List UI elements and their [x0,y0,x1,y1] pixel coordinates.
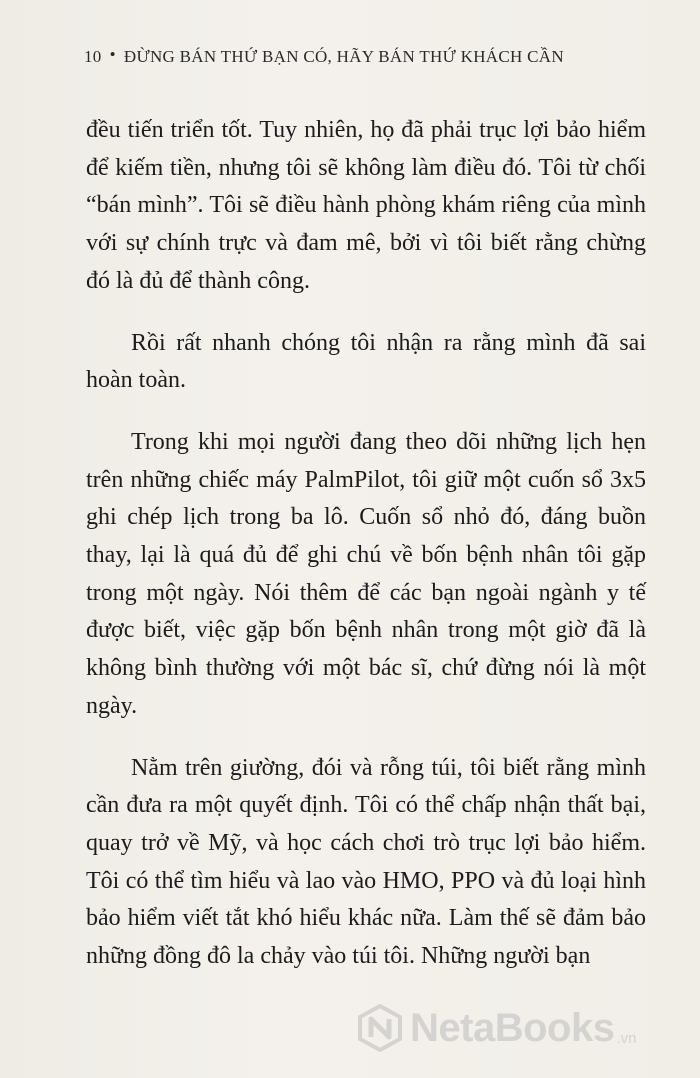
running-header [84,47,564,67]
paragraph-1: đều tiến triển tốt. Tuy nhiên, họ đã phải trục lợi bảo hiểm để kiếm tiền, nhưng tôi sẽ không làm điều đó. Tôi từ chối “bán mình”. Tôi sẽ điều hành phòng khám riêng của mình với sự chính trực và đam mê, bởi vì tôi biết rằng chừng đó là đủ để thành công. [86,117,646,294]
body-text [86,112,646,1000]
header-separator: • [109,45,116,64]
paragraph-4: Nằm trên giường, đói và rỗng túi, tôi biết rằng mình cần đưa ra một quyết định. Tôi có thể chấp nhận thất bại, quay trở về Mỹ, và học cách chơi trò trục lợi bảo hiểm. Tôi có thể tìm hiểu và lao vào HMO, PPO và đủ loại hình bảo hiểm viết tắt khó hiểu khác nữa. Làm thế sẽ đảm bảo những đồng đô la chảy vào túi tôi. Những người bạn [86,754,646,970]
book-title: ĐỪNG BÁN THỨ BẠN CÓ, HÃY BÁN THỨ KHÁCH CẦN [123,47,564,66]
watermark-suffix: .vn [616,1029,637,1047]
page-number: 10 [84,47,102,66]
watermark-brand: NetaBooks [410,1005,615,1050]
watermark [356,1000,636,1056]
paragraph-2: Rồi rất nhanh chóng tôi nhận ra rằng mình đã sai hoàn toàn. [86,329,646,394]
n-logo-icon [356,1004,404,1052]
paragraph-3: Trong khi mọi người đang theo dõi những lịch hẹn trên những chiếc máy PalmPilot, tôi giữ một cuốn sổ 3x5 ghi chép lịch trong ba lô. Cuốn sổ nhỏ đó, đáng buồn thay, lại là quá đủ để ghi chú về bốn bệnh nhân tôi gặp trong một ngày. Nói thêm để các bạn ngoài ngành y tế được biết, việc gặp bốn bệnh nhân trong một giờ đã là không bình thường với một bác sĩ, chứ đừng nói là một ngày. [86,428,646,719]
